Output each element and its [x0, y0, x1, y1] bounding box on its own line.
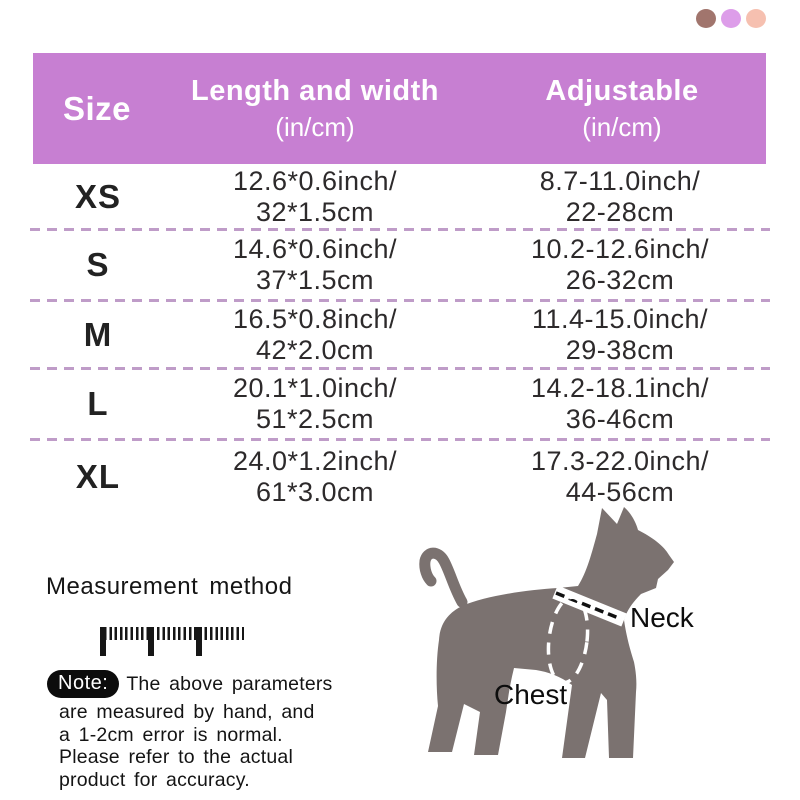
header-length-title: Length and width: [190, 74, 439, 107]
table-row: [0, 369, 800, 439]
length-inch: 14.6*0.6inch/: [232, 234, 398, 264]
header-col-length: [183, 53, 447, 164]
adjustable-inch: 11.4-15.0inch/: [531, 303, 709, 334]
measurement-method-title: Measurement method: [46, 573, 293, 600]
size-label: L: [87, 385, 109, 422]
size-label: S: [86, 246, 110, 283]
table-row: [0, 164, 800, 230]
color-swatches: [696, 9, 766, 28]
ruler-small-ticks: [104, 627, 244, 640]
header-size-title: Size: [62, 89, 132, 127]
adjustable-inch: 10.2-12.6inch/: [530, 234, 710, 264]
neck-label: Neck: [630, 602, 694, 633]
length-inch: 12.6*0.6inch/: [232, 166, 398, 196]
adjustable-value: [468, 369, 772, 439]
length-width-value: [165, 300, 465, 369]
note-text: Please refer to the actual: [59, 746, 293, 769]
length-width-value: [165, 164, 465, 230]
note-first-line: [47, 670, 333, 698]
size-label: XL: [75, 457, 121, 495]
ruler-major-tick: [196, 627, 202, 656]
length-inch: 16.5*0.8inch/: [232, 303, 398, 334]
header-col-adjustable: [490, 53, 754, 164]
table-row: [0, 230, 800, 300]
adjustable-value: [468, 230, 772, 300]
adjustable-cm: 44-56cm: [565, 476, 675, 507]
dog-diagram: [400, 500, 800, 800]
adjustable-value: [468, 300, 772, 369]
size-label: M: [83, 315, 113, 353]
adjustable-cm: 29-38cm: [565, 334, 675, 365]
length-width-value: [165, 369, 465, 439]
color-swatch-lilac-icon[interactable]: [721, 9, 741, 28]
length-inch: 20.1*1.0inch/: [232, 373, 398, 403]
table-header: [33, 53, 766, 164]
length-inch: 24.0*1.2inch/: [232, 445, 398, 476]
adjustable-inch: 17.3-22.0inch/: [530, 445, 710, 476]
note-text: The above parameters: [126, 672, 333, 695]
chest-label: Chest: [494, 679, 568, 710]
length-cm: 32*1.5cm: [255, 197, 375, 227]
length-cm: 61*3.0cm: [255, 476, 375, 507]
note-text: a 1-2cm error is normal.: [59, 723, 283, 746]
header-col-size: [33, 53, 161, 164]
header-adjustable-unit: (in/cm): [582, 111, 662, 142]
note-text: are measured by hand, and: [59, 701, 315, 723]
length-width-value: [165, 230, 465, 300]
size-label: XS: [74, 178, 122, 215]
adjustable-inch: 14.2-18.1inch/: [530, 373, 710, 403]
header-length-unit: (in/cm): [275, 111, 355, 142]
table-row: [0, 300, 800, 369]
adjustable-cm: 26-32cm: [565, 265, 675, 295]
adjustable-cm: 36-46cm: [565, 404, 675, 434]
header-adjustable-title: Adjustable: [545, 74, 699, 107]
ruler-icon: [100, 627, 246, 657]
adjustable-value: [468, 164, 772, 230]
color-swatch-pink-icon[interactable]: [746, 9, 766, 28]
dog-tail: [425, 553, 462, 602]
note-badge: Note:: [47, 670, 119, 698]
length-cm: 37*1.5cm: [255, 265, 375, 295]
note-block: [47, 670, 333, 791]
length-cm: 51*2.5cm: [255, 404, 375, 434]
adjustable-inch: 8.7-11.0inch/: [539, 166, 701, 196]
color-swatch-brown-icon[interactable]: [696, 9, 716, 28]
ruler-major-tick: [148, 627, 154, 656]
ruler-major-tick: [100, 627, 106, 656]
length-cm: 42*2.0cm: [255, 334, 375, 365]
note-text: product for accuracy.: [59, 768, 250, 791]
adjustable-cm: 22-28cm: [565, 197, 675, 227]
